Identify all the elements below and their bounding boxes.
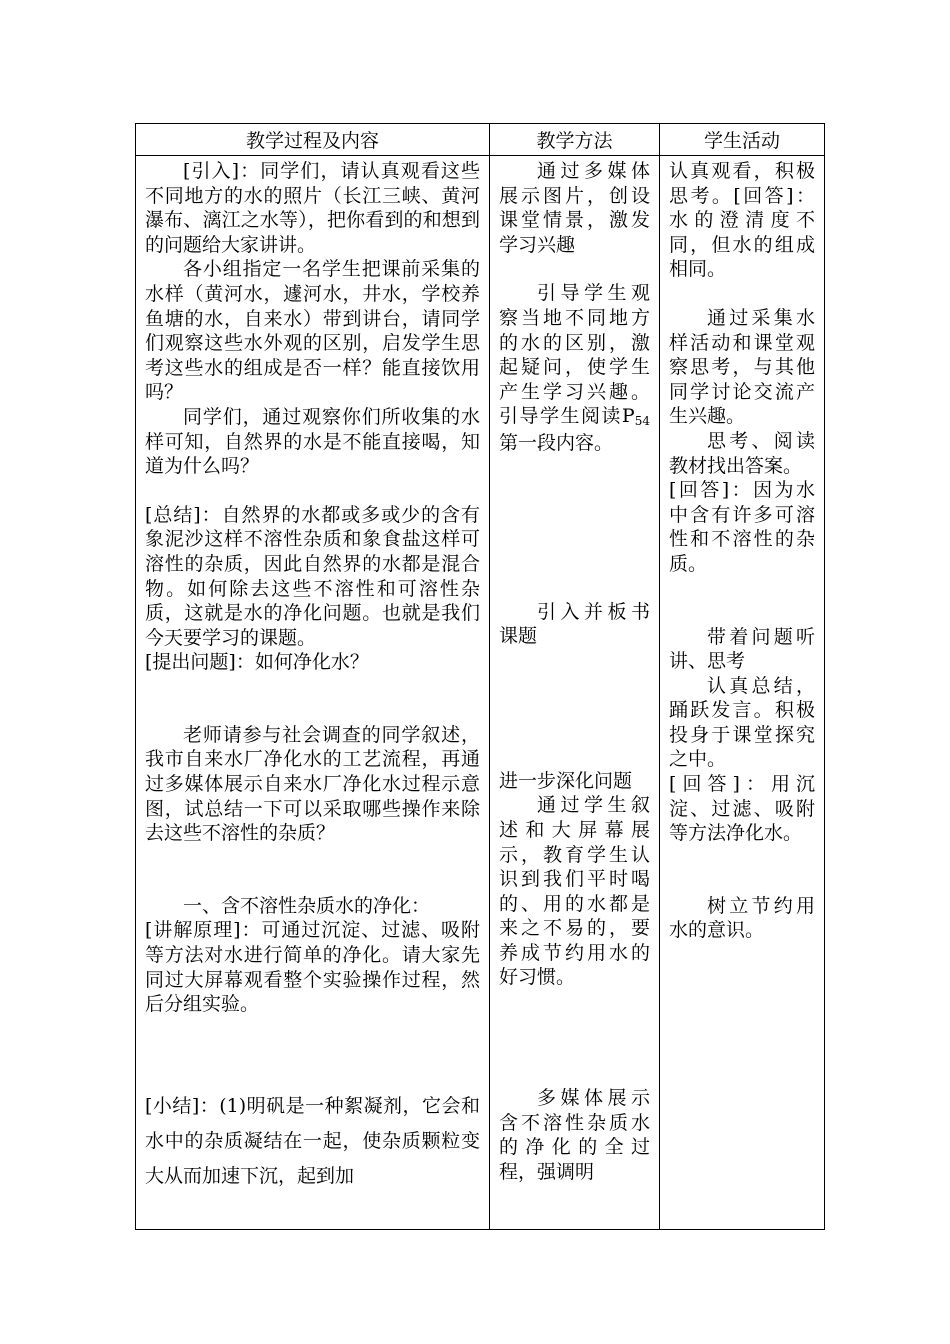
conclusion-paragraph: [小结]：(1)明矾是一种絮凝剂，它会和水中的杂质凝结在一起，使杂质颗粒变大从而加速下沉，起到加 — [145, 1094, 480, 1187]
activity-listen: 带着问题听讲、思考 — [669, 625, 815, 673]
header-method: 教学方法 — [490, 124, 660, 156]
method-guide-tail: 第一段内容。 — [499, 431, 614, 454]
activity-watch: 认真观看，积极思考。[回答]：水的澄清度不同，但水的组成相同。 — [669, 160, 815, 281]
activity-column — [660, 156, 825, 1230]
activity-answer-methods: [回答]：用沉淀、过滤、吸附等方法净化水。 — [669, 773, 815, 845]
principle-paragraph: [讲解原理]：可通过沉淀、过滤、吸附等方法对水进行简单的净化。请大家先同过大屏幕观看整个实验操作过程，然后分组实验。 — [145, 919, 480, 1016]
content-row — [136, 156, 825, 1230]
method-title: 引入并板书课题 — [499, 600, 650, 648]
method-deepen: 进一步深化问题 — [499, 769, 633, 792]
process-column — [136, 156, 490, 1230]
activity-summarize: 认真总结，踊跃发言。积极投身于课堂探究之中。 — [669, 674, 815, 771]
observation-paragraph: 同学们，通过观察你们所收集的水样可知，自然界的水是不能直接喝，知道为什么吗？ — [145, 405, 480, 478]
activity-answer-impurities: [回答]：因为水中含有许多可溶性和不溶性的杂质。 — [669, 479, 815, 575]
header-activity: 学生活动 — [660, 124, 825, 156]
section-heading: 一、含不溶性杂质水的净化： — [183, 894, 431, 917]
activity-sampling: 通过采集水样活动和课堂观察思考，与其他同学讨论交流产生兴趣。 — [669, 306, 815, 428]
intro-paragraph: [引入]：同学们，请认真观看这些不同地方的水的照片（长江三峡、黄河瀑布、漓江之水等），把你看到的和想到的问题给大家讲讲。 — [145, 160, 480, 256]
page-ref-number: 54 — [634, 414, 650, 429]
method-multimedia: 通过多媒体展示图片，创设课堂情景，激发学习兴趣 — [499, 160, 650, 256]
sample-paragraph: 各小组指定一名学生把课前采集的水样（黄河水，遽河水，井水，学校养鱼塘的水，自来水）带到讲台，请同学们观察这些水外观的区别，启发学生思考这些水的组成是否一样？能直接饮用吗？ — [145, 258, 480, 404]
method-column — [490, 156, 660, 1230]
activity-conserve: 树立节约用水的意识。 — [669, 894, 815, 942]
method-guide — [499, 281, 650, 455]
page-ref: P — [621, 405, 635, 428]
summary-paragraph: [总结]：自然界的水都或多或少的含有象泥沙这样不溶性杂质和象食盐这样可溶性的杂质，因此自然界的水都是混合物。如何除去这些不溶性和可溶性杂质，这就是水的净化问题。也就是我们今天要学习的课题。 — [145, 503, 480, 649]
method-guide-text: 引导学生观察当地不同地方的水的区别，激起疑问，使学生产生学习兴趣。引导学生阅读 — [499, 282, 650, 428]
header-process: 教学过程及内容 — [136, 124, 490, 156]
survey-paragraph: 老师请参与社会调查的同学叙述，我市自来水厂净化水的工艺流程，再通过多媒体展示自来水厂净化水过程示意图，试总结一下可以采取哪些操作来除去这些不溶性的杂质？ — [145, 723, 480, 845]
activity-read: 思考、阅读教材找出答案。 — [669, 429, 815, 477]
method-education: 通过学生叙述和大屏幕展示，教育学生认识到我们平时喝的、用的水都是来之不易的，要养成节约用水的好习惯。 — [499, 794, 650, 989]
header-row — [136, 124, 825, 156]
method-experiment: 多媒体展示含不溶性杂质水的净化的全过程，强调明 — [499, 1087, 650, 1183]
question-paragraph: [提出问题]：如何净化水？ — [145, 651, 369, 674]
lesson-plan-table — [135, 123, 825, 1230]
